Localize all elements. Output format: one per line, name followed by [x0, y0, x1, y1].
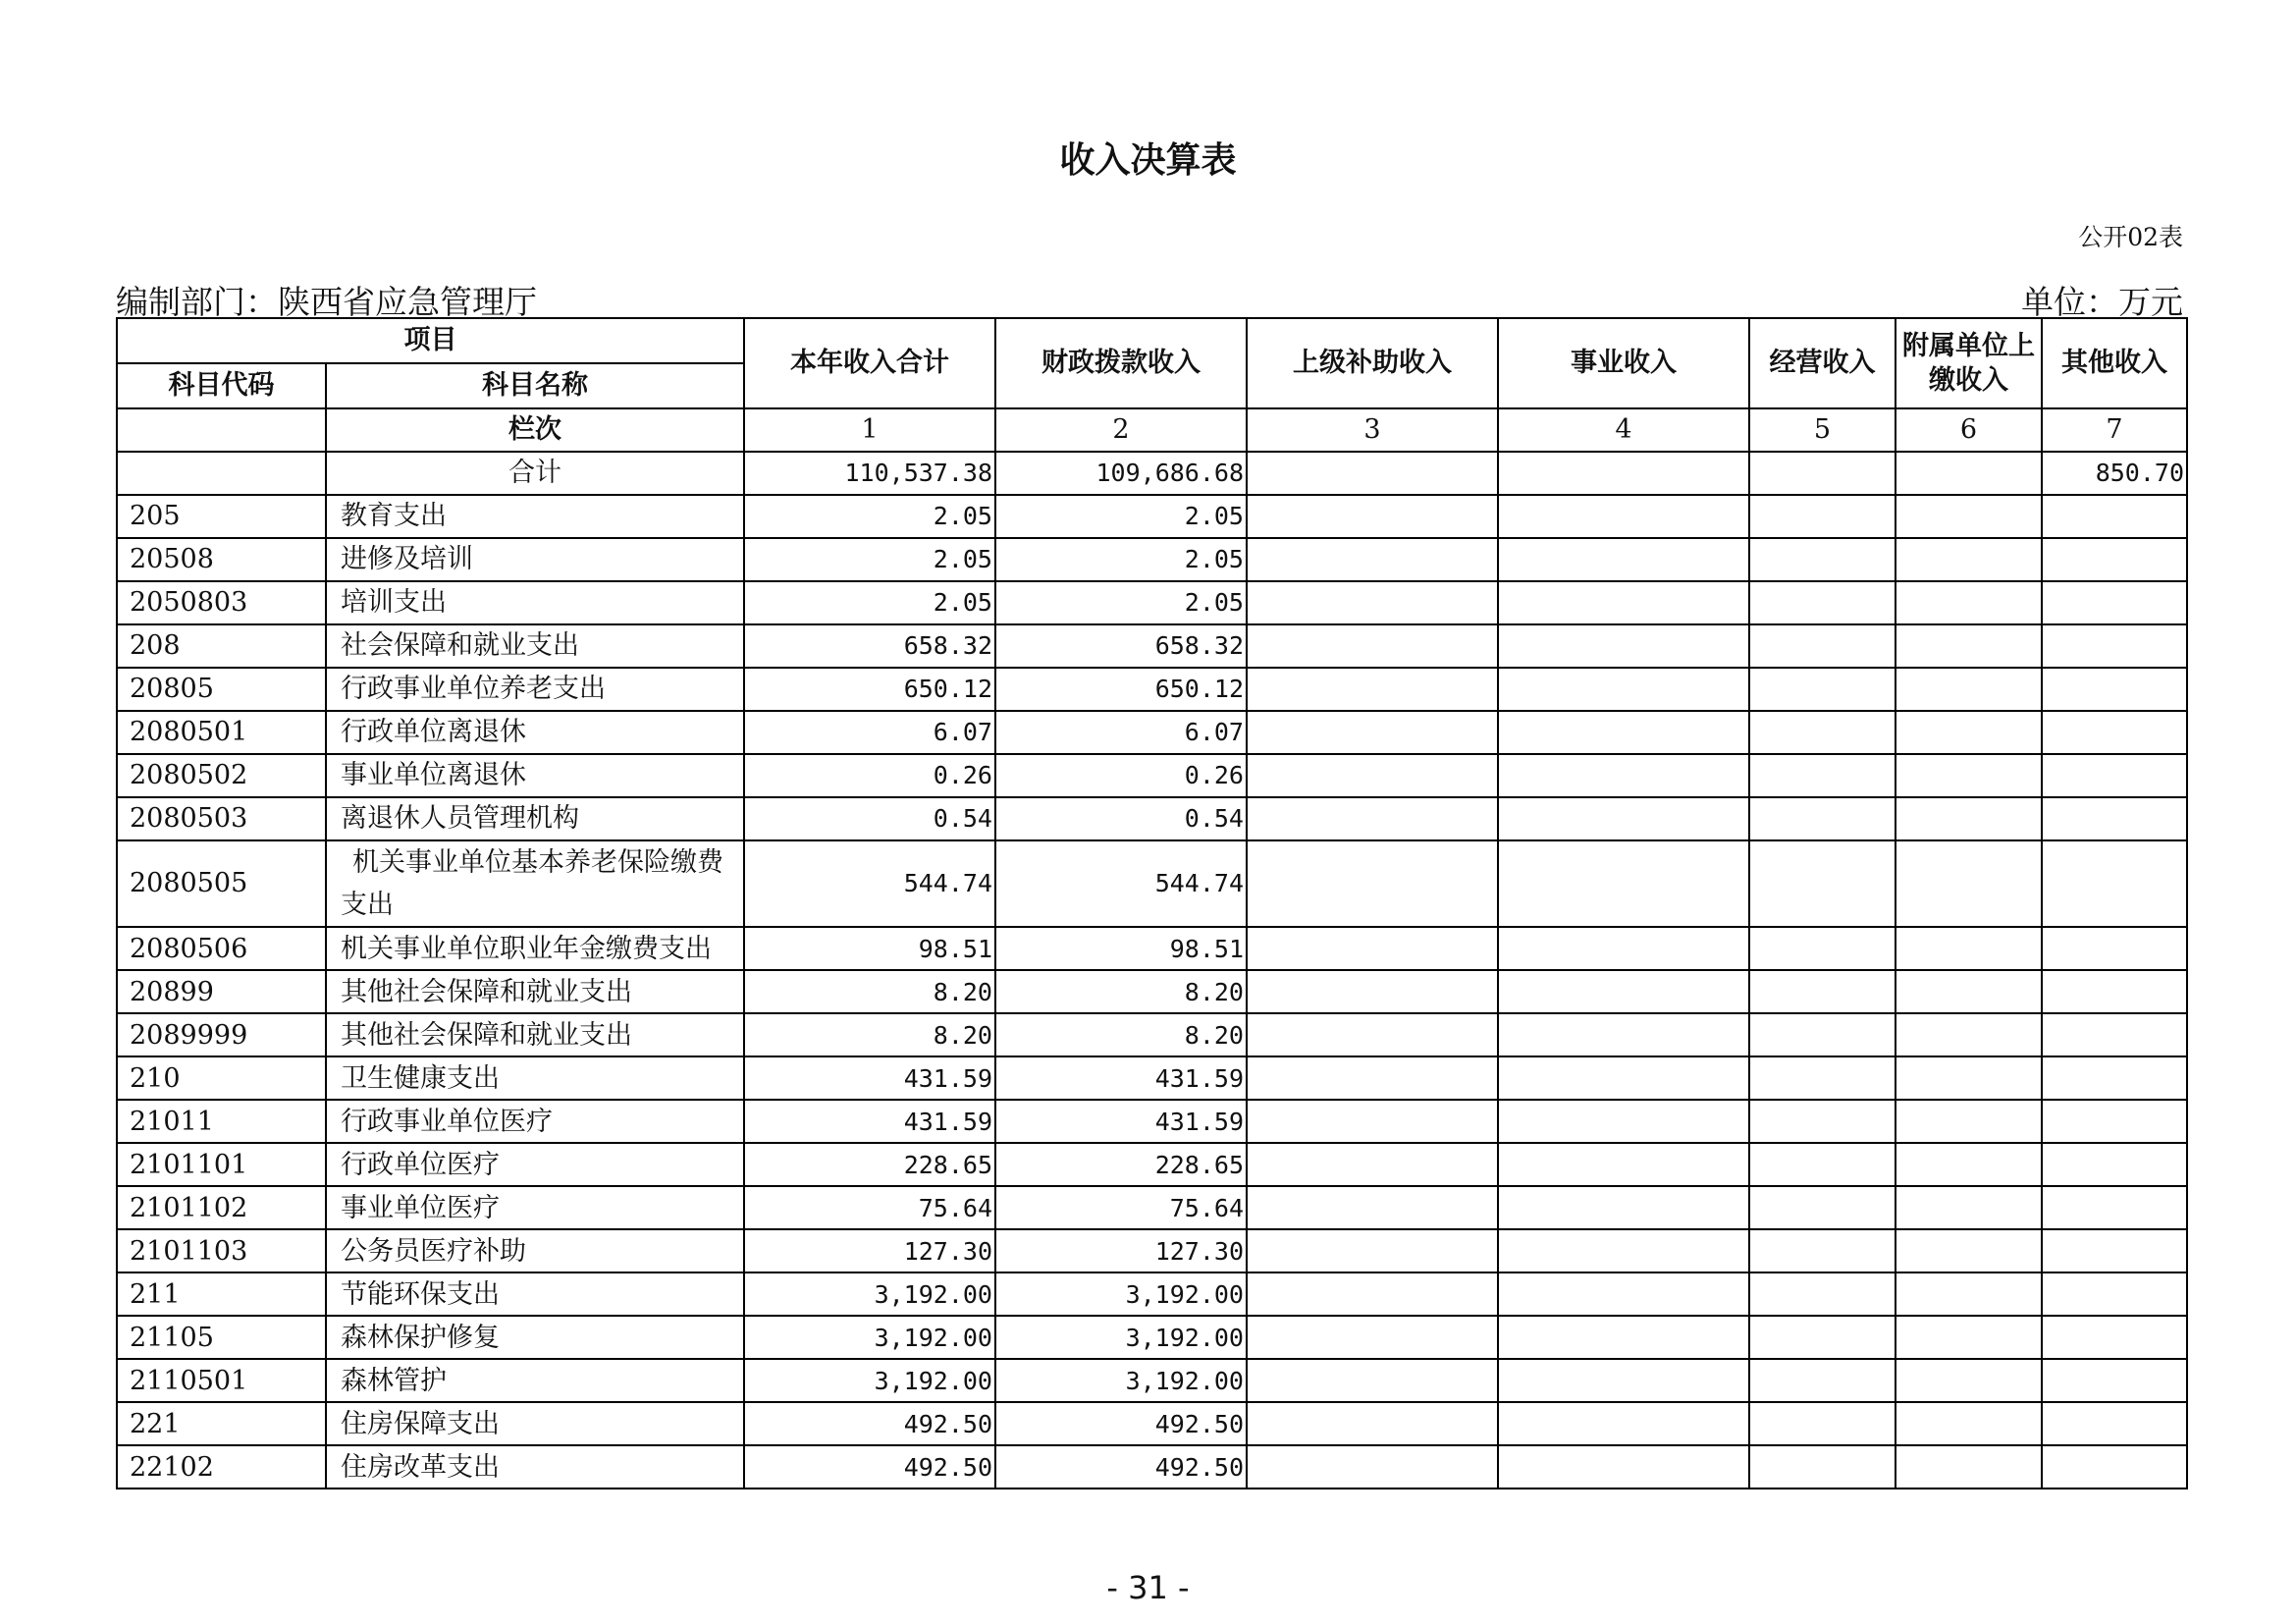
row-col-7	[2042, 970, 2187, 1013]
row-col-2: 492.50	[995, 1445, 1247, 1489]
row-name: 公务员医疗补助	[326, 1229, 744, 1272]
header-col-4: 事业收入	[1498, 318, 1749, 408]
row-col-4	[1498, 1445, 1749, 1489]
row-col-5	[1749, 797, 1896, 840]
row-col-4	[1498, 1056, 1749, 1100]
row-col-7	[2042, 1402, 2187, 1445]
seq-7: 7	[2042, 408, 2187, 452]
table-row	[117, 1445, 2187, 1489]
row-col-7	[2042, 1056, 2187, 1100]
row-name: 进修及培训	[326, 538, 744, 581]
row-col-2: 492.50	[995, 1402, 1247, 1445]
row-col-7	[2042, 840, 2187, 927]
row-col-3	[1247, 840, 1498, 927]
row-col-2: 2.05	[995, 495, 1247, 538]
table-row	[117, 754, 2187, 797]
row-col-2: 3,192.00	[995, 1316, 1247, 1359]
row-col-5	[1749, 1013, 1896, 1056]
row-col-6	[1896, 711, 2042, 754]
row-col-3	[1247, 495, 1498, 538]
row-col-2: 75.64	[995, 1186, 1247, 1229]
table-row	[117, 1316, 2187, 1359]
row-col-2: 127.30	[995, 1229, 1247, 1272]
row-col-5	[1749, 970, 1896, 1013]
row-col-6	[1896, 495, 2042, 538]
row-col-3	[1247, 538, 1498, 581]
row-col-1: 8.20	[744, 970, 995, 1013]
department-label: 编制部门：陕西省应急管理厅	[116, 283, 537, 321]
row-col-7	[2042, 1229, 2187, 1272]
row-col-1: 658.32	[744, 624, 995, 668]
table-row	[117, 1056, 2187, 1100]
table-row	[117, 1402, 2187, 1445]
row-col-4	[1498, 668, 1749, 711]
page-title: 收入决算表	[1059, 140, 1237, 181]
row-name: 行政单位医疗	[326, 1143, 744, 1186]
row-col-2: 650.12	[995, 668, 1247, 711]
row-col-7	[2042, 581, 2187, 624]
total-col-7: 850.70	[2042, 452, 2187, 495]
row-col-1: 431.59	[744, 1056, 995, 1100]
row-col-6	[1896, 970, 2042, 1013]
row-name: 事业单位医疗	[326, 1186, 744, 1229]
seq-empty	[117, 408, 326, 452]
row-col-6	[1896, 1316, 2042, 1359]
row-col-7	[2042, 797, 2187, 840]
row-code: 211	[117, 1272, 326, 1316]
row-col-1: 6.07	[744, 711, 995, 754]
table-row	[117, 1143, 2187, 1186]
header-project: 项目	[117, 318, 744, 363]
seq-1: 1	[744, 408, 995, 452]
row-col-6	[1896, 797, 2042, 840]
row-col-4	[1498, 711, 1749, 754]
page-number: - 31 -	[1106, 1569, 1190, 1606]
row-col-4	[1498, 797, 1749, 840]
row-code: 2110501	[117, 1359, 326, 1402]
row-col-2: 2.05	[995, 581, 1247, 624]
row-col-3	[1247, 1316, 1498, 1359]
row-col-1: 2.05	[744, 495, 995, 538]
row-code: 2089999	[117, 1013, 326, 1056]
row-col-1: 431.59	[744, 1100, 995, 1143]
seq-4: 4	[1498, 408, 1749, 452]
row-col-7	[2042, 1445, 2187, 1489]
row-name: 住房改革支出	[326, 1445, 744, 1489]
row-col-6	[1896, 1056, 2042, 1100]
seq-2: 2	[995, 408, 1247, 452]
row-col-5	[1749, 927, 1896, 970]
row-code: 22102	[117, 1445, 326, 1489]
row-name: 培训支出	[326, 581, 744, 624]
row-col-2: 544.74	[995, 840, 1247, 927]
row-col-4	[1498, 495, 1749, 538]
row-name: 住房保障支出	[326, 1402, 744, 1445]
row-col-1: 492.50	[744, 1445, 995, 1489]
table-row	[117, 1229, 2187, 1272]
table-row	[117, 1100, 2187, 1143]
row-name: 森林管护	[326, 1359, 744, 1402]
total-code	[117, 452, 326, 495]
row-col-4	[1498, 1186, 1749, 1229]
row-name: 行政事业单位养老支出	[326, 668, 744, 711]
row-col-5	[1749, 840, 1896, 927]
row-col-7	[2042, 1359, 2187, 1402]
header-col-1: 本年收入合计	[744, 318, 995, 408]
unit-label: 单位：万元	[2021, 283, 2183, 321]
row-col-7	[2042, 1186, 2187, 1229]
row-col-4	[1498, 1013, 1749, 1056]
row-col-6	[1896, 1143, 2042, 1186]
row-col-3	[1247, 1445, 1498, 1489]
row-col-2: 3,192.00	[995, 1359, 1247, 1402]
row-col-7	[2042, 1013, 2187, 1056]
row-col-1: 0.26	[744, 754, 995, 797]
row-col-3	[1247, 711, 1498, 754]
row-col-5	[1749, 1186, 1896, 1229]
row-col-1: 492.50	[744, 1402, 995, 1445]
row-col-3	[1247, 1056, 1498, 1100]
row-col-5	[1749, 668, 1896, 711]
row-col-5	[1749, 1445, 1896, 1489]
header-col-3: 上级补助收入	[1247, 318, 1498, 408]
row-name: 行政事业单位医疗	[326, 1100, 744, 1143]
table-row	[117, 538, 2187, 581]
header-col-5: 经营收入	[1749, 318, 1896, 408]
row-col-1: 650.12	[744, 668, 995, 711]
row-col-7	[2042, 668, 2187, 711]
row-col-5	[1749, 1100, 1896, 1143]
row-col-6	[1896, 927, 2042, 970]
row-col-4	[1498, 1229, 1749, 1272]
row-col-2: 8.20	[995, 1013, 1247, 1056]
table-row	[117, 624, 2187, 668]
row-col-3	[1247, 624, 1498, 668]
row-col-2: 8.20	[995, 970, 1247, 1013]
row-col-3	[1247, 1402, 1498, 1445]
table-row	[117, 495, 2187, 538]
row-col-1: 3,192.00	[744, 1359, 995, 1402]
row-col-6	[1896, 754, 2042, 797]
seq-3: 3	[1247, 408, 1498, 452]
row-name: 教育支出	[326, 495, 744, 538]
seq-label: 栏次	[326, 408, 744, 452]
row-code: 2101101	[117, 1143, 326, 1186]
row-col-2: 98.51	[995, 927, 1247, 970]
row-col-7	[2042, 754, 2187, 797]
total-col-5	[1749, 452, 1896, 495]
header-col-6: 附属单位上缴收入	[1896, 318, 2042, 408]
row-col-7	[2042, 538, 2187, 581]
row-col-3	[1247, 581, 1498, 624]
row-code: 20899	[117, 970, 326, 1013]
total-row	[117, 452, 2187, 495]
row-col-6	[1896, 1272, 2042, 1316]
row-col-3	[1247, 1186, 1498, 1229]
row-col-1: 3,192.00	[744, 1316, 995, 1359]
row-col-4	[1498, 1316, 1749, 1359]
row-col-5	[1749, 1229, 1896, 1272]
row-col-6	[1896, 668, 2042, 711]
header-col-2: 财政拨款收入	[995, 318, 1247, 408]
row-code: 2080501	[117, 711, 326, 754]
header-row-1	[117, 318, 2187, 363]
row-col-1: 228.65	[744, 1143, 995, 1186]
total-col-2: 109,686.68	[995, 452, 1247, 495]
row-col-3	[1247, 1229, 1498, 1272]
row-name: 行政单位离退休	[326, 711, 744, 754]
row-col-2: 3,192.00	[995, 1272, 1247, 1316]
row-col-3	[1247, 927, 1498, 970]
row-code: 21105	[117, 1316, 326, 1359]
table-row	[117, 711, 2187, 754]
row-name: 离退休人员管理机构	[326, 797, 744, 840]
row-name: 其他社会保障和就业支出	[326, 970, 744, 1013]
table-row	[117, 797, 2187, 840]
table-row	[117, 1013, 2187, 1056]
row-code: 20508	[117, 538, 326, 581]
row-col-2: 0.54	[995, 797, 1247, 840]
row-col-6	[1896, 1100, 2042, 1143]
row-col-4	[1498, 970, 1749, 1013]
row-col-5	[1749, 1402, 1896, 1445]
row-col-7	[2042, 624, 2187, 668]
header-col-7: 其他收入	[2042, 318, 2187, 408]
row-col-3	[1247, 1143, 1498, 1186]
row-col-1: 544.74	[744, 840, 995, 927]
total-label: 合计	[326, 452, 744, 495]
total-col-6	[1896, 452, 2042, 495]
income-table	[116, 317, 2188, 1489]
row-col-3	[1247, 1013, 1498, 1056]
row-col-4	[1498, 581, 1749, 624]
row-name: 机关事业单位基本养老保险缴费支出	[326, 840, 744, 927]
table-row	[117, 1186, 2187, 1229]
row-col-2: 228.65	[995, 1143, 1247, 1186]
row-code: 2080503	[117, 797, 326, 840]
row-col-3	[1247, 1272, 1498, 1316]
table-row	[117, 1359, 2187, 1402]
row-col-5	[1749, 495, 1896, 538]
row-col-1: 0.54	[744, 797, 995, 840]
row-col-4	[1498, 1359, 1749, 1402]
row-col-1: 2.05	[744, 538, 995, 581]
row-name: 事业单位离退休	[326, 754, 744, 797]
row-name: 其他社会保障和就业支出	[326, 1013, 744, 1056]
row-code: 2101102	[117, 1186, 326, 1229]
row-col-6	[1896, 1445, 2042, 1489]
row-code: 208	[117, 624, 326, 668]
total-col-4	[1498, 452, 1749, 495]
row-col-5	[1749, 1316, 1896, 1359]
row-col-3	[1247, 1359, 1498, 1402]
row-col-4	[1498, 1143, 1749, 1186]
row-col-6	[1896, 1229, 2042, 1272]
header-code: 科目代码	[117, 363, 326, 408]
row-col-7	[2042, 1100, 2187, 1143]
row-code: 20805	[117, 668, 326, 711]
row-code: 2101103	[117, 1229, 326, 1272]
row-col-5	[1749, 754, 1896, 797]
row-col-3	[1247, 1100, 1498, 1143]
row-col-7	[2042, 711, 2187, 754]
row-col-6	[1896, 840, 2042, 927]
row-name: 卫生健康支出	[326, 1056, 744, 1100]
row-name: 机关事业单位职业年金缴费支出	[326, 927, 744, 970]
seq-row	[117, 408, 2187, 452]
table-row	[117, 668, 2187, 711]
row-name: 森林保护修复	[326, 1316, 744, 1359]
row-code: 221	[117, 1402, 326, 1445]
row-col-4	[1498, 538, 1749, 581]
row-col-5	[1749, 1359, 1896, 1402]
row-col-5	[1749, 1143, 1896, 1186]
row-col-1: 2.05	[744, 581, 995, 624]
row-code: 205	[117, 495, 326, 538]
table-row	[117, 581, 2187, 624]
total-col-1: 110,537.38	[744, 452, 995, 495]
seq-6: 6	[1896, 408, 2042, 452]
row-col-1: 75.64	[744, 1186, 995, 1229]
row-code: 210	[117, 1056, 326, 1100]
row-col-3	[1247, 970, 1498, 1013]
row-col-7	[2042, 1316, 2187, 1359]
row-col-6	[1896, 1013, 2042, 1056]
row-col-5	[1749, 1056, 1896, 1100]
row-col-2: 0.26	[995, 754, 1247, 797]
row-col-4	[1498, 624, 1749, 668]
row-col-5	[1749, 624, 1896, 668]
row-col-4	[1498, 1402, 1749, 1445]
row-col-4	[1498, 1100, 1749, 1143]
row-col-1: 127.30	[744, 1229, 995, 1272]
row-col-2: 658.32	[995, 624, 1247, 668]
row-col-7	[2042, 495, 2187, 538]
row-col-6	[1896, 624, 2042, 668]
row-col-6	[1896, 1186, 2042, 1229]
row-col-2: 6.07	[995, 711, 1247, 754]
row-code: 2050803	[117, 581, 326, 624]
row-col-3	[1247, 797, 1498, 840]
row-col-1: 3,192.00	[744, 1272, 995, 1316]
row-col-5	[1749, 711, 1896, 754]
row-col-4	[1498, 840, 1749, 927]
row-col-3	[1247, 754, 1498, 797]
row-col-5	[1749, 581, 1896, 624]
table-body	[117, 495, 2187, 1489]
row-col-4	[1498, 1272, 1749, 1316]
header-name: 科目名称	[326, 363, 744, 408]
row-col-1: 8.20	[744, 1013, 995, 1056]
row-code: 2080505	[117, 840, 326, 927]
row-col-2: 431.59	[995, 1056, 1247, 1100]
table-row	[117, 970, 2187, 1013]
row-col-5	[1749, 1272, 1896, 1316]
row-col-6	[1896, 538, 2042, 581]
row-col-1: 98.51	[744, 927, 995, 970]
row-col-6	[1896, 1359, 2042, 1402]
table-row	[117, 840, 2187, 927]
row-col-2: 2.05	[995, 538, 1247, 581]
table-row	[117, 1272, 2187, 1316]
form-number: 公开02表	[2078, 223, 2183, 251]
row-col-4	[1498, 927, 1749, 970]
row-col-5	[1749, 538, 1896, 581]
row-col-4	[1498, 754, 1749, 797]
row-code: 2080502	[117, 754, 326, 797]
seq-5: 5	[1749, 408, 1896, 452]
row-col-7	[2042, 1143, 2187, 1186]
row-col-6	[1896, 1402, 2042, 1445]
row-code: 21011	[117, 1100, 326, 1143]
row-code: 2080506	[117, 927, 326, 970]
row-name: 社会保障和就业支出	[326, 624, 744, 668]
total-col-3	[1247, 452, 1498, 495]
row-col-3	[1247, 668, 1498, 711]
row-name: 节能环保支出	[326, 1272, 744, 1316]
row-col-2: 431.59	[995, 1100, 1247, 1143]
table-row	[117, 927, 2187, 970]
row-col-7	[2042, 927, 2187, 970]
row-col-6	[1896, 581, 2042, 624]
row-col-7	[2042, 1272, 2187, 1316]
